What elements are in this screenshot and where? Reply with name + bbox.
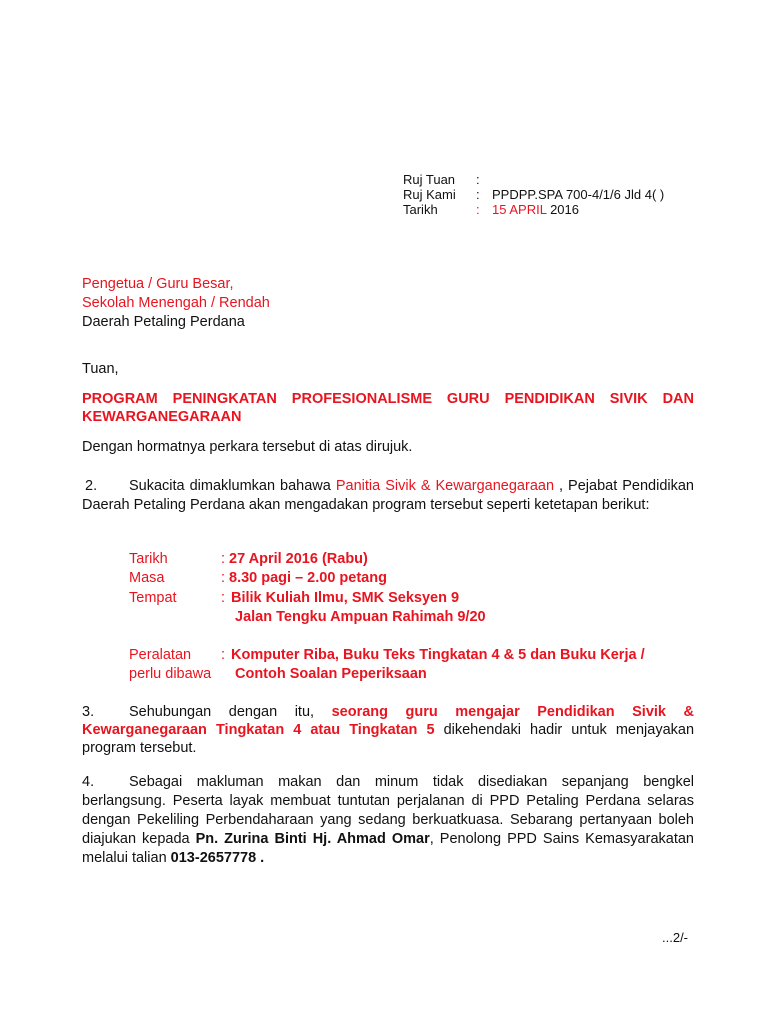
paragraph-2-number: 2. (85, 478, 98, 494)
ruj-kami-label: Ruj Kami (403, 187, 456, 202)
paragraph-3-highlight: seorang guru mengajar Pendidikan Sivik & Kewarganegaraan Tingkatan 4 atau Tingkatan 5 (82, 704, 694, 738)
ruj-kami-value: PPDPP.SPA 700-4/1/6 Jld 4( ) (492, 187, 665, 202)
recipient-line-2: Sekolah Menengah / Rendah (82, 295, 270, 311)
paragraph-3-text-before: Sehubungan dengan itu, (129, 704, 332, 720)
paragraph-4-text-before: Sebagai makluman makan dan minum tidak disediakan sepanjang bengkel berlangsung. Peserta layak membuat tuntutan perjalanan di PPD Petaling Perdana selaras dengan Pekeliling Perbendaharaan yang sedang berkuatkuasa. Sebarang pertanyaan boleh diajukan kepada (82, 774, 694, 847)
detail-masa-value: 8.30 pagi – 2.00 petang (229, 570, 387, 586)
detail-tempat-value-1: Bilik Kuliah Ilmu, SMK Seksyen 9 (231, 590, 460, 606)
detail-masa-colon: : (221, 570, 226, 586)
paragraph-4-contact-name: Pn. Zurina Binti Hj. Ahmad Omar (195, 831, 430, 847)
tarikh-value-year: 2016 (546, 202, 579, 217)
paragraph-2-text-before: Sukacita dimaklumkan bahawa (129, 478, 336, 494)
detail-tempat-value-2: Jalan Tengku Ampuan Rahimah 9/20 (235, 609, 486, 625)
paragraph-3 (82, 703, 694, 757)
ruj-kami-colon: : (476, 187, 480, 202)
tarikh-value (492, 202, 579, 217)
detail-peralatan-label-1: Peralatan (129, 647, 192, 663)
paragraph-4-phone: 013-2657778 . (170, 850, 265, 866)
paragraph-2 (82, 477, 694, 515)
tarikh-label: Tarikh (403, 202, 438, 217)
ruj-tuan-row (0, 172, 768, 187)
paragraph-2-highlight: Panitia Sivik & Kewarganegaraan (335, 478, 555, 494)
paragraph-3-number: 3. (82, 704, 95, 720)
ruj-kami-row (0, 187, 768, 202)
detail-tarikh-value: 27 April 2016 (Rabu) (229, 551, 368, 567)
paragraph-3-text-after: dikehendaki hadir untuk menjayakan program tersebut. (82, 722, 695, 756)
tarikh-row (0, 202, 768, 217)
reference-block (0, 172, 768, 220)
ruj-tuan-colon: : (476, 172, 480, 187)
detail-peralatan-colon: : (221, 647, 226, 663)
detail-tempat-label: Tempat (129, 590, 177, 606)
paragraph-2-text-after: , Pejabat Pendidikan Daerah Petaling Perdana akan mengadakan program tersebut seperti ketetapan berikut: (82, 478, 694, 513)
salutation: Tuan, (82, 361, 119, 377)
detail-masa-label: Masa (129, 570, 165, 586)
recipient-line-1: Pengetua / Guru Besar, (82, 276, 234, 292)
detail-tarikh-colon: : (221, 551, 226, 567)
detail-peralatan-value-1: Komputer Riba, Buku Teks Tingkatan 4 & 5 dan Buku Kerja / (231, 647, 645, 663)
tarikh-colon: : (476, 202, 480, 217)
recipient-line-3: Daerah Petaling Perdana (82, 314, 245, 330)
recipient-block (82, 275, 482, 332)
subject-heading: PROGRAM PENINGKATAN PROFESIONALISME GURU PENDIDIKAN SIVIK DAN KEWARGANEGARAAN (82, 391, 694, 425)
paragraph-4 (82, 773, 694, 868)
paragraph-4-text-middle: , Penolong PPD Sains Kemasyarakatan melalui talian (82, 831, 694, 866)
detail-tempat-colon: : (221, 590, 226, 606)
page-continuation-marker: ...2/- (662, 930, 689, 945)
intro-line: Dengan hormatnya perkara tersebut di atas dirujuk. (82, 439, 413, 455)
paragraph-4-number: 4. (82, 774, 95, 790)
tarikh-value-date: 15 APRIL (492, 202, 547, 217)
detail-peralatan-label-2: perlu dibawa (129, 666, 212, 682)
detail-tarikh-label: Tarikh (129, 551, 168, 567)
ruj-tuan-label: Ruj Tuan (403, 172, 456, 187)
detail-peralatan-value-2: Contoh Soalan Peperiksaan (235, 666, 427, 682)
